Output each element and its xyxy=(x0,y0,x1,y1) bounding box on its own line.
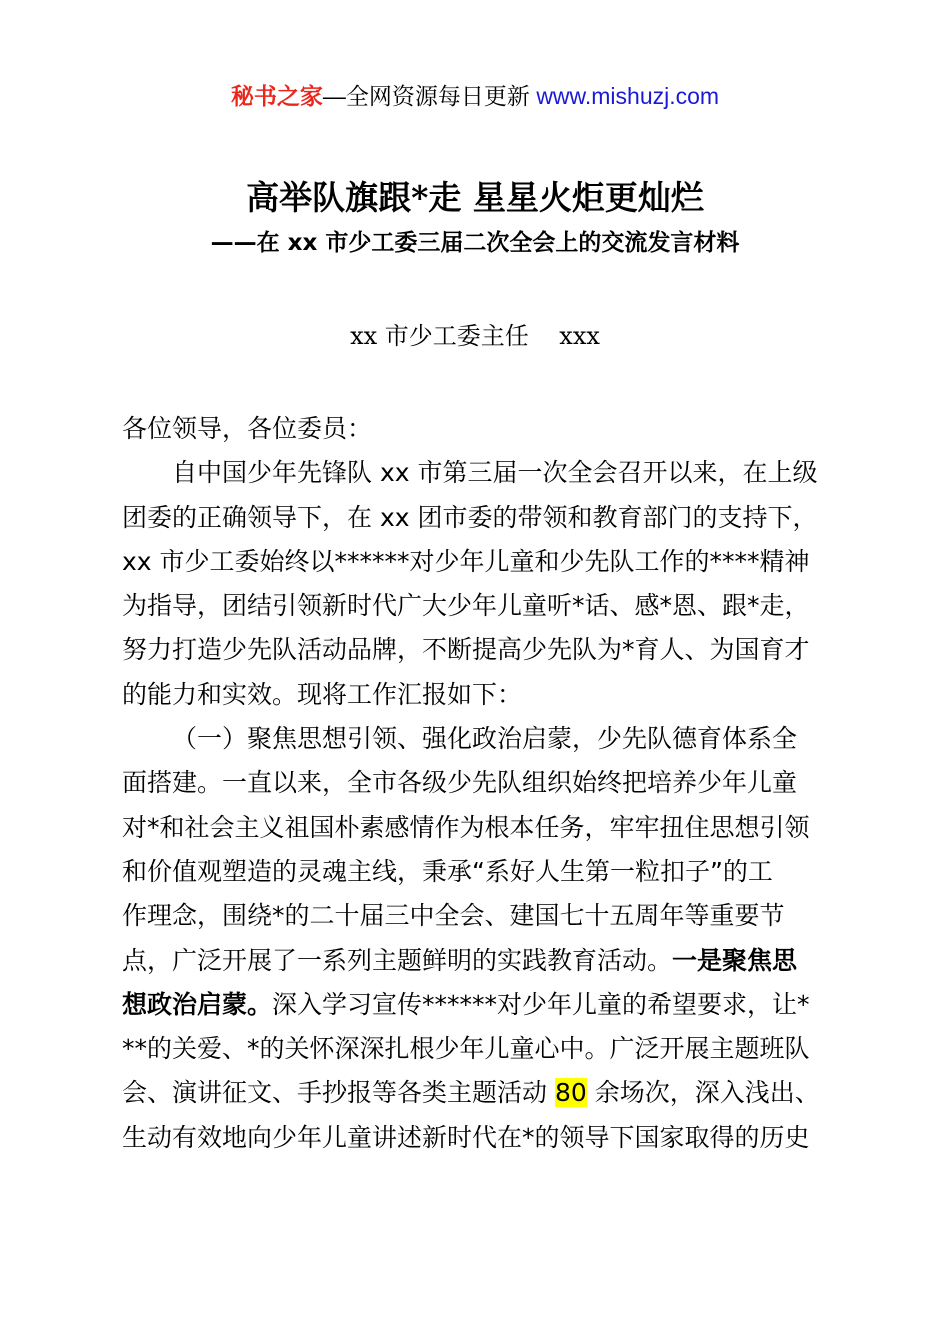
paragraph-line: 团委的正确领导下，在 xx 团市委的带领和教育部门的支持下， xyxy=(122,502,818,532)
paragraph-text: 点，广泛开展了一系列主题鲜明的实践教育活动。 xyxy=(122,945,673,975)
paragraph-line xyxy=(122,983,830,1027)
paragraph-line: 生动有效地向少年儿童讲述新时代在*的领导下国家取得的历史 xyxy=(122,1122,810,1152)
paragraph-line: 和价值观塑造的灵魂主线，秉承“系好人生第一粒扣子”的工 xyxy=(122,856,773,886)
site-brand: 秘书之家 xyxy=(230,83,323,109)
site-header xyxy=(0,80,950,112)
paragraph-line: （一）聚焦思想引领、强化政治启蒙，少先队德育体系全 xyxy=(172,724,798,754)
paragraph-line: 自中国少年先锋队 xx 市第三届一次全会召开以来，在上级 xyxy=(172,458,818,488)
document-body xyxy=(122,407,830,1160)
paragraph-line: 作理念，围绕*的二十届三中全会、建国七十五周年等重要节 xyxy=(122,901,785,931)
highlighted-number: 80 xyxy=(554,1078,587,1108)
document-title: 高举队旗跟*走 星星火炬更灿烂 xyxy=(246,178,704,217)
paragraph-line: 的能力和实效。现将工作汇报如下： xyxy=(122,679,523,709)
paragraph-text: 深入学习宣传******对少年儿童的希望要求，让* xyxy=(272,989,810,1019)
bold-heading: 想政治启蒙。 xyxy=(122,989,273,1019)
paragraph-line: 努力打造少先队活动品牌，不断提高少先队为*育人、为国育才 xyxy=(122,635,810,665)
paragraph-line: 为指导，团结引领新时代广大少年儿童听*话、感*恩、跟*走， xyxy=(122,591,810,621)
document-author: xx 市少工委主任 xxx xyxy=(350,322,600,350)
bold-heading: 一是聚焦思 xyxy=(672,945,798,975)
paragraph-text: 会、演讲征文、手抄报等各类主题活动 xyxy=(122,1078,555,1108)
paragraph-line xyxy=(122,1071,830,1115)
paragraph-line xyxy=(122,939,830,983)
paragraph-line: 对*和社会主义祖国朴素感情作为根本任务，牢牢扭住思想引领 xyxy=(122,812,810,842)
paragraph-line: xx 市少工委始终以******对少年儿童和少先队工作的****精神 xyxy=(122,546,810,576)
paragraph-line: **的关爱、*的关怀深深扎根少年儿童心中。广泛开展主题班队 xyxy=(122,1034,810,1064)
paragraph-text: 余场次，深入浅出、 xyxy=(586,1078,820,1108)
document-subtitle: ——在 xx 市少工委三届二次全会上的交流发言材料 xyxy=(210,230,740,256)
site-slogan: —全网资源每日更新 xyxy=(322,83,537,109)
salutation: 各位领导，各位委员： xyxy=(122,414,373,443)
site-url-link[interactable]: www.mishuzj.com xyxy=(536,83,720,109)
paragraph-line: 面搭建。一直以来，全市各级少先队组织始终把培养少年儿童 xyxy=(122,768,798,798)
